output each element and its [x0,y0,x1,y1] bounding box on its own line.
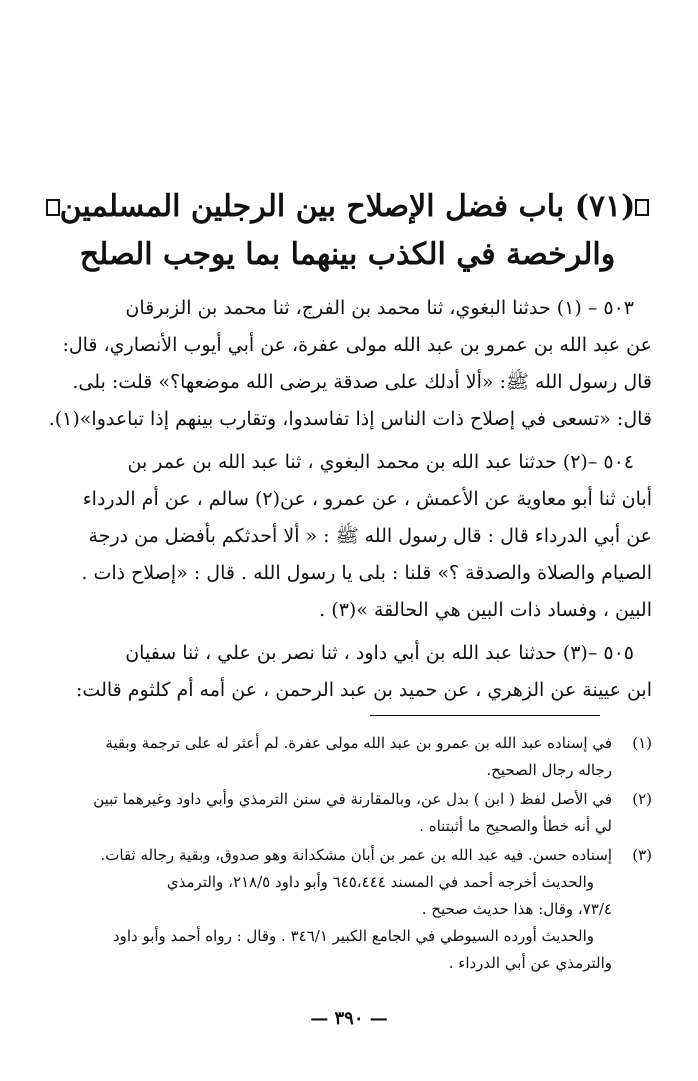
chapter-heading [40,183,655,279]
hadith-line: البين ، وفساد ذات البين هي الحالقة »(٣) . [319,599,652,621]
footnote-line: والحديث أورده السيوطي في الجامع الكبير ٣٤٦/١ . وقال : رواه أحمد وأبو داود [112,927,594,945]
hadith-line: ٥٠٣ – (١) حدثنا البغوي، ثنا محمد بن الفرج، ثنا محمد بن الزبرقان [125,297,634,319]
footnote-1 [40,730,652,784]
hadith-line: قال: «تسعى في إصلاح ذات الناس إذا تفاسدوا، وتقارب بينهم إذا تباعدوا»(١). [48,408,652,430]
footnote-line: لي أنه خطأ والصحيح ما أثبتناه . [419,817,612,835]
hadith-line: الصيام والصلاة والصدقة ؟» قلنا : بلى يا رسول الله . قال : «إصلاح ذات . [81,562,652,584]
footnote-number: (٣) [632,846,652,864]
footnote-2 [40,786,652,840]
hadith-line: ٥٠٥ –(٣) حدثنا عبد الله بن أبي داود ، ثنا نصر بن علي ، ثنا سفيان [125,642,634,664]
chapter-title-text-1: (٧١) باب فضل الإصلاح بين الرجلين المسلمين [59,189,636,224]
footnote-line: والترمذي عن أبي الدرداء . [448,954,612,972]
chapter-heading-line-1 [40,183,655,231]
footnote-line: في الأصل لفظ ( ابن ) بدل عن، وبالمقارنة في سنن الترمذي وأبي داود وغيرهما تبين [93,790,612,808]
hadith-505 [48,635,652,709]
hadith-text-body [48,290,652,715]
footnote-line: والحديث أخرجه أحمد في المسند ٦٤٥،٤٤٤ وأبو داود ٢١٨/٥، والترمذي [166,873,594,891]
hadith-line: عن عبد الله بن عمرو بن عبد الله مولى عفرة، عن أبي أيوب الأنصاري، قال: [62,334,652,356]
footnotes [40,730,652,979]
square-ornament-icon [46,199,60,216]
square-ornament-icon [635,199,649,216]
footnote-3 [40,842,652,977]
hadith-line: ابن عيينة عن الزهري ، عن حميد بن عبد الرحمن ، عن أمه أم كلثوم قالت: [76,679,652,701]
hadith-line: عن أبي الدرداء قال : قال رسول الله ﷺ : « ألا أحدثكم بأفضل من درجة [88,525,652,547]
chapter-heading-line-2: والرخصة في الكذب بينهما بما يوجب الصلح [79,237,616,272]
hadith-503 [48,290,652,438]
footnote-number: (٢) [632,790,652,808]
hadith-line: أبان ثنا أبو معاوية عن الأعمش ، عن عمرو ، عن(٢) سالم ، عن أم الدرداء [82,488,652,510]
footnote-separator [370,715,600,716]
page-number: — ٣٩٠ — [310,1008,388,1029]
footnote-line: رجاله رجال الصحيح. [486,761,612,779]
hadith-line: قال رسول الله ﷺ: «ألا أدلك على صدقة يرضى الله موضعها؟» قلت: بلى. [72,371,652,393]
footnote-number: (١) [632,734,652,752]
hadith-504 [48,444,652,629]
footnote-line: في إسناده عبد الله بن عمرو بن عبد الله مولى عفرة. لم أعثر له على ترجمة وبقية [105,734,612,752]
hadith-line: ٥٠٤ –(٢) حدثنا عبد الله بن محمد البغوي ، ثنا عبد الله بن عمر بن [127,451,634,473]
footnote-line: إسناده حسن. فيه عبد الله بن عمر بن أبان مشكدانة وهو صدوق، وبقية رجاله ثقات. [100,846,612,864]
footnote-line: ٧٣/٤، وقال: هذا حديث صحيح . [421,900,612,918]
